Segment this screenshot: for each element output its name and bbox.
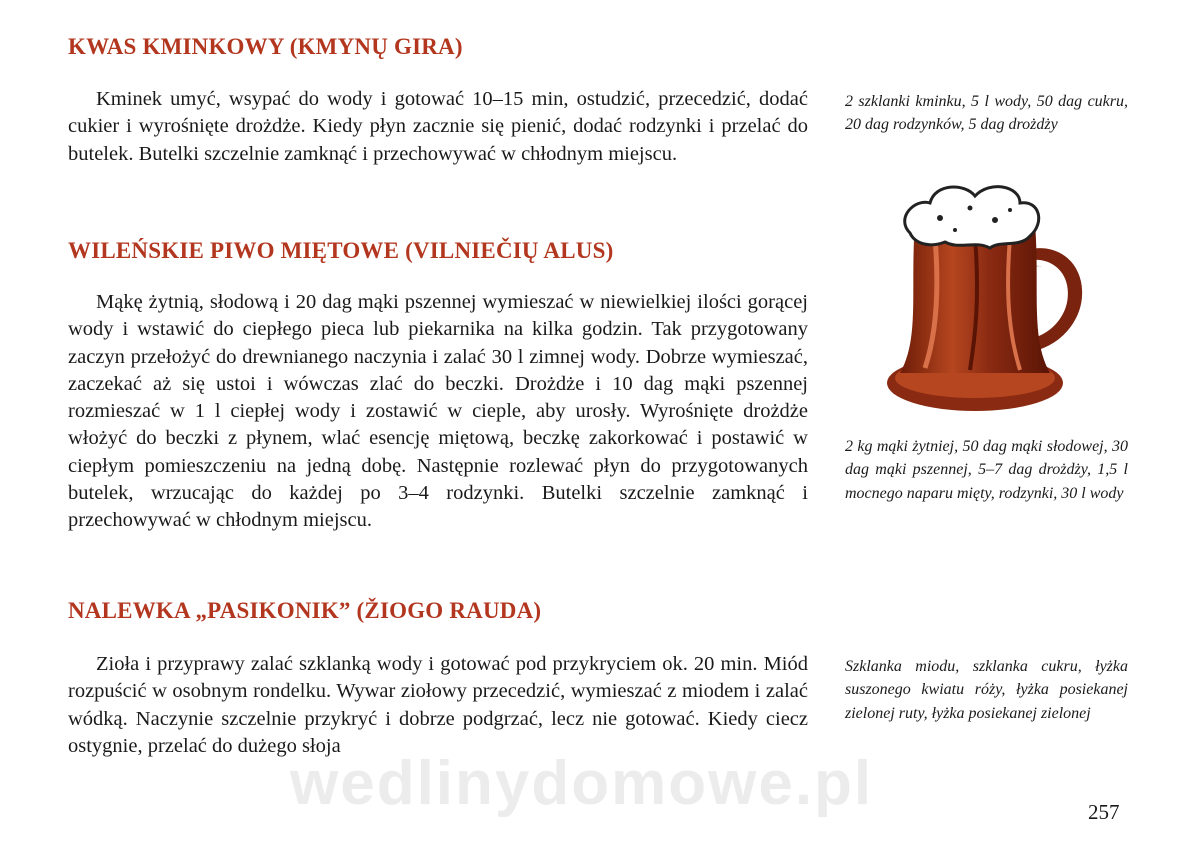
beer-mug-illustration [880, 178, 1090, 428]
recipe-text-kwas: Kminek umyć, wsypać do wody i gotować 10–15 min, ostudzić, przecedzić, dodać cukier i wyrośnięte drożdże. Kiedy płyn zacznie się pienić, dodać rodzynki i przelać do butelek. Butelki szczelnie zamknąć i przechowywać w chłodnym miejscu. [68, 88, 808, 165]
recipe-text-nalewka: Zioła i przyprawy zalać szklanką wody i gotować pod przykryciem ok. 20 min. Miód rozpuścić w osobnym rondelku. Wywar ziołowy przecedzić, wymieszać z miodem i zalać wódką. Naczynie szczelnie przykryć i dobrze podgrzać, lecz nie gotować. Kiedy ciecz ostygnie, przelać do dużego słoja [68, 653, 808, 757]
page-number: 257 [1088, 800, 1120, 824]
watermark: wedlinydomowe.pl [290, 749, 874, 818]
recipe-title-kwas: KWAS KMINKOWY (KMYNŲ GIRA) [68, 34, 463, 59]
ingredients-piwo: 2 kg mąki żytniej, 50 dag mąki słodowej, 30 dag mąki pszennej, 5–7 dag drożdży, 1,5 l mocnego naparu mięty, rodzynki, 30 l wody [845, 438, 1128, 502]
recipe-title-nalewka: NALEWKA „PASIKONIK” (ŽIOGO RAUDA) [68, 598, 542, 623]
recipe-text-piwo: Mąkę żytnią, słodową i 20 dag mąki pszennej wymieszać w niewielkiej ilości gorącej wody i wstawić do ciepłego pieca lub piekarnika na kilka godzin. Tak przygotowany zaczyn przełożyć do drewnianego naczynia i zalać 30 l zimnej wody. Dobrze wymieszać, zaczekać aż się ustoi i wówczas zlać do beczki. Drożdże i 10 dag mąki pszennej rozmieszać w 1 l ciepłej wody i zostawić w cieple, aby urosły. Wyrośnięte drożdże włożyć do beczki z płynem, wlać esencję miętową, beczkę zakorkować i postawić w ciepłym pomieszczeniu na jedną dobę. Następnie rozlewać płyn do przygotowanych butelek, wrzucając do każdej po 3–4 rodzynki. Butelki szczelnie zamknąć i przechowywać w chłodnym miejscu. [68, 291, 808, 532]
recipe-title-piwo: WILEŃSKIE PIWO MIĘTOWE (VILNIEČIŲ ALUS) [68, 238, 614, 263]
ingredients-nalewka: Szklanka miodu, szklanka cukru, łyżka suszonego kwiatu róży, łyżka posiekanej zielonej ruty, łyżka posiekanej zielonej [845, 658, 1128, 722]
ingredients-kwas: 2 szklanki kminku, 5 l wody, 50 dag cukru, 20 dag rodzynków, 5 dag drożdży [845, 93, 1128, 134]
